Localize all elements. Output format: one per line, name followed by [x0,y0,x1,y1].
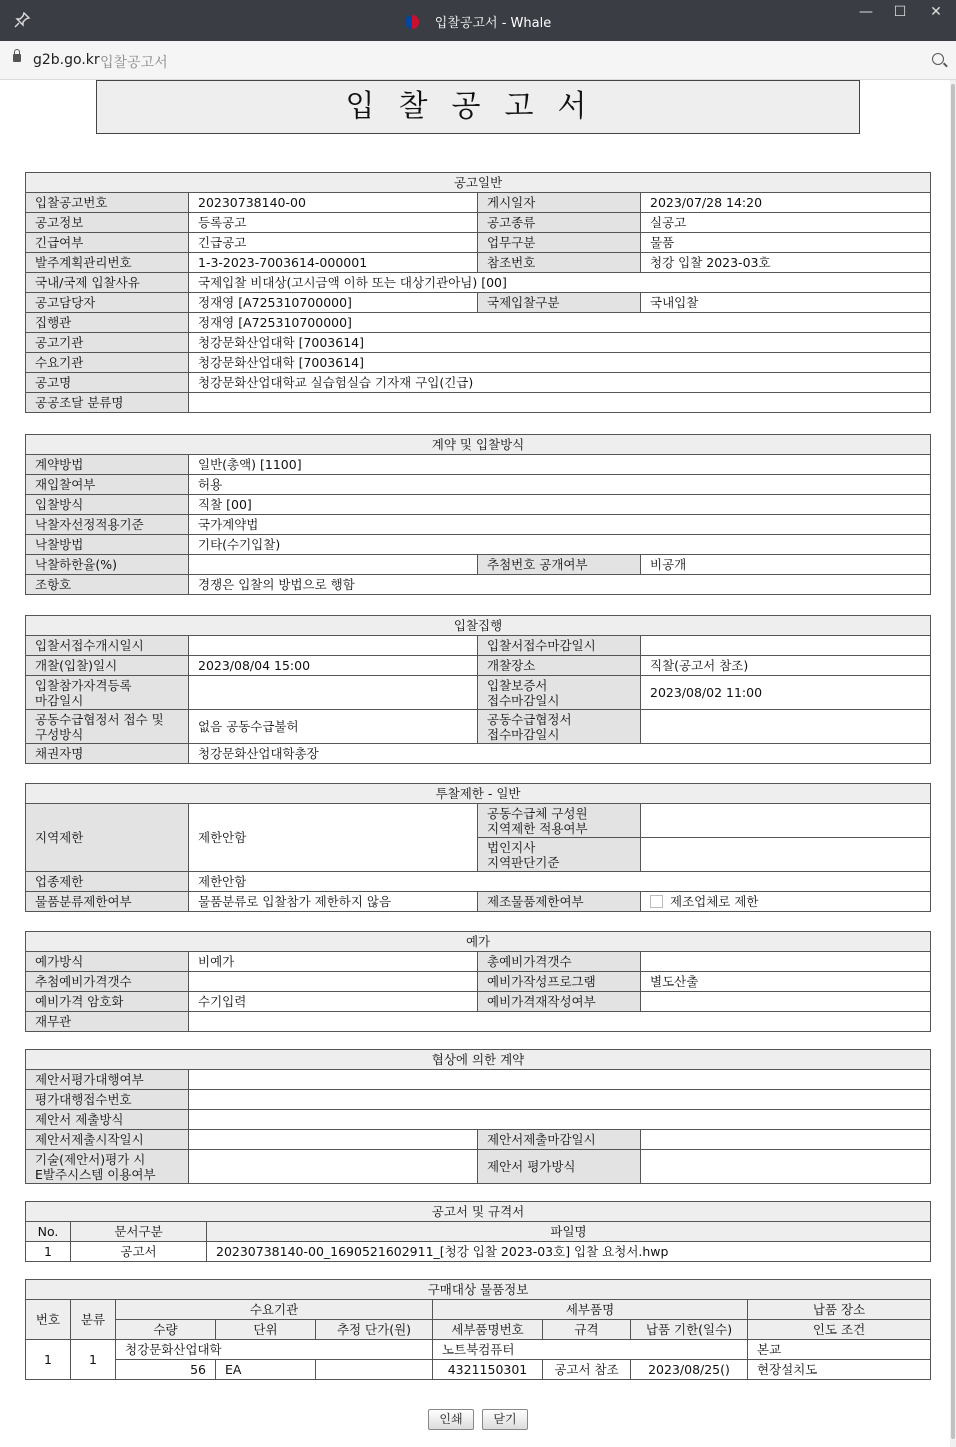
value: 실공고 [641,213,931,233]
label-line: 접수마감일시 [487,692,560,708]
value: 경쟁은 입찰의 방법으로 행함 [189,575,931,595]
value [641,636,931,656]
value: 물품분류로 입찰참가 제한하지 않음 [189,892,478,912]
goods-class: 1 [71,1340,116,1380]
label: 국내/국제 입찰사유 [26,273,189,293]
goods-place: 본교 [748,1340,931,1360]
label: 제안서제출시작일시 [26,1130,189,1150]
value [189,1110,931,1130]
general-table [25,172,931,413]
value [189,1090,931,1110]
label: 예비가작성프로그램 [478,972,641,992]
print-button[interactable]: 인쇄 [428,1409,474,1430]
label: 발주계획관리번호 [26,253,189,273]
section-header: 계약 및 입찰방식 [26,435,931,455]
value [189,1012,931,1032]
label: 채권자명 [26,744,189,764]
value: 별도산출 [641,972,931,992]
restriction-table [25,783,931,912]
label-line: E발주시스템 이용여부 [35,1166,156,1182]
value: 허용 [189,475,931,495]
label: 예비가격재작성여부 [478,992,641,1012]
label: 수요기관 [26,353,189,373]
label: 계약방법 [26,455,189,475]
value: 청강문화산업대학총장 [189,744,931,764]
value: 2023/08/02 11:00 [641,676,931,710]
file-name-link[interactable]: 20230738140-00_1690521602911_[청강 입찰 2023-03호] 입찰 요청서.hwp [207,1242,931,1262]
label: 입찰방식 [26,495,189,515]
label [478,804,641,838]
label: 긴급여부 [26,233,189,253]
table-row [26,1242,931,1262]
value: 청강문화산업대학 [7003614] [189,333,931,353]
value [641,992,931,1012]
column-header: 세부품명번호 [433,1320,543,1340]
lock-icon [13,54,21,62]
label: 예가방식 [26,952,189,972]
value: 없음 공동수급불허 [189,710,478,744]
negotiation-table [25,1049,931,1184]
label-line: 공동수급협정서 접수 및 [35,711,164,727]
page-content [0,80,950,1447]
value [641,1130,931,1150]
column-header: 납품 기한(일수) [631,1320,748,1340]
window-title [0,12,956,31]
value: 20230738140-00 [189,193,478,213]
value: 기타(수기입찰) [189,535,931,555]
column-header: 수요기관 [116,1300,433,1320]
label: 국제입찰구분 [478,293,641,313]
column-header: 단위 [216,1320,316,1340]
label: 지역제한 [26,804,189,872]
minimize-button[interactable]: — [859,4,873,20]
goods-unit: EA [216,1360,316,1380]
label-line: 지역판단기준 [487,854,560,870]
section-header: 입찰집행 [26,616,931,636]
value [189,1070,931,1090]
label: 재입찰여부 [26,475,189,495]
label: 제안서 평가방식 [478,1150,641,1184]
label-line: 구성방식 [35,726,84,742]
label: 공고기관 [26,333,189,353]
value: 청강 입찰 2023-03호 [641,253,931,273]
label: 참조번호 [478,253,641,273]
label: 제조물품제한여부 [478,892,641,912]
label: 재무관 [26,1012,189,1032]
value: 청강문화산업대학 [7003614] [189,353,931,373]
value [641,710,931,744]
table-row [26,1360,931,1380]
address-page-title: 입찰공고서 [100,55,168,71]
value: 정재영 [A725310700000] [189,313,931,333]
zoom-icon[interactable] [932,53,944,65]
value: 국제입찰 비대상(고시금액 이하 또는 대상기관아님) [00] [189,273,931,293]
address-bar[interactable] [0,41,956,80]
value: 국가계약법 [189,515,931,535]
window-titlebar [0,0,956,41]
label: 낙찰자선정적용기준 [26,515,189,535]
value: 등록공고 [189,213,478,233]
section-header: 공고일반 [26,173,931,193]
maximize-button[interactable]: ☐ [893,4,907,20]
scrollbar-thumb[interactable] [951,84,955,1439]
column-header: 추정 단가(원) [316,1320,433,1340]
label [26,710,189,744]
label [478,838,641,872]
value: 2023/08/04 15:00 [189,656,478,676]
value: 물품 [641,233,931,253]
value: 수기입력 [189,992,478,1012]
maker-restriction-cell [641,892,931,912]
table-row [26,1340,931,1360]
value [641,952,931,972]
label: 제안서 제출방식 [26,1110,189,1130]
label: 물품분류제한여부 [26,892,189,912]
value [641,838,931,872]
label: 평가대행접수번호 [26,1090,189,1110]
label: 낙찰방법 [26,535,189,555]
goods-qty: 56 [116,1360,216,1380]
execution-table [25,615,931,764]
goods-demand: 청강문화산업대학 [116,1340,433,1360]
value [641,1150,931,1184]
label: 공고종류 [478,213,641,233]
file-no: 1 [26,1242,71,1262]
label: 공고담당자 [26,293,189,313]
column-header: 인도 조건 [748,1320,931,1340]
close-window-button[interactable]: ✕ [930,4,942,20]
value: 직찰 [00] [189,495,931,515]
value: 비공개 [641,555,931,575]
column-header: 번호 [26,1300,71,1340]
label: 입찰공고번호 [26,193,189,213]
label: 낙찰하한율(%) [26,555,189,575]
label-line: 지역제한 적용여부 [487,820,588,836]
label-line: 공동수급협정서 [487,711,572,727]
label-line: 법인지사 [487,839,536,855]
column-header: 분류 [71,1300,116,1340]
section-header: 구매대상 물품정보 [26,1280,931,1300]
label: 업무구분 [478,233,641,253]
label-line: 입찰보증서 [487,677,548,693]
value: 2023/07/28 14:20 [641,193,931,213]
label [26,676,189,710]
value: 1-3-2023-7003614-000001 [189,253,478,273]
goods-spec: 공고서 참조 [543,1360,631,1380]
value: 국내입찰 [641,293,931,313]
label: 제안서평가대행여부 [26,1070,189,1090]
column-header: 세부품명 [433,1300,748,1320]
label: 공공조달 분류명 [26,393,189,413]
label-line: 마감일시 [35,692,84,708]
value: 제한안함 [189,872,931,892]
label-line: 입찰참가자격등록 [35,677,132,693]
column-header: 규격 [543,1320,631,1340]
label-line: 접수마감일시 [487,726,560,742]
value [641,804,931,838]
label-line: 공동수급체 구성원 [487,805,588,821]
value: 제조업체로 제한 [670,894,759,909]
label: 조항호 [26,575,189,595]
label: 총예비가격갯수 [478,952,641,972]
goods-no: 1 [26,1340,71,1380]
column-header: 수량 [116,1320,216,1340]
value: 정재영 [A725310700000] [189,293,478,313]
label: 입찰서접수개시일시 [26,636,189,656]
value [189,676,478,710]
window-title-text: 입찰공고서 - Whale [434,16,552,31]
label [26,1150,189,1184]
label [478,710,641,744]
label: 개찰(입찰)일시 [26,656,189,676]
value: 긴급공고 [189,233,478,253]
goods-deadline: 2023/08/25() [631,1360,748,1380]
column-header: 납품 장소 [748,1300,931,1320]
label: 게시일자 [478,193,641,213]
value: 비예가 [189,952,478,972]
goods-item: 노트북컴퓨터 [433,1340,748,1360]
value [189,972,478,992]
doc-title: 입찰공고서 [96,80,860,134]
column-header: No. [26,1222,71,1242]
label: 추첨예비가격갯수 [26,972,189,992]
column-header: 문서구분 [71,1222,207,1242]
label: 공고명 [26,373,189,393]
column-header: 파일명 [207,1222,931,1242]
value [189,636,478,656]
section-header: 투찰제한 - 일반 [26,784,931,804]
files-table [25,1201,931,1262]
price-table [25,931,931,1032]
value [189,555,478,575]
value [189,393,931,413]
whale-logo-icon [405,15,419,29]
label: 공고정보 [26,213,189,233]
label: 추첨번호 공개여부 [478,555,641,575]
value [189,1130,478,1150]
label: 집행관 [26,313,189,333]
goods-table [25,1279,931,1380]
section-header: 협상에 의한 계약 [26,1050,931,1070]
label: 예비가격 암호화 [26,992,189,1012]
label: 개찰장소 [478,656,641,676]
section-header: 공고서 및 규격서 [26,1202,931,1222]
goods-item-no: 4321150301 [433,1360,543,1380]
label-line: 기술(제안서)평가 시 [35,1151,146,1167]
section-header: 예가 [26,932,931,952]
value: 청강문화산업대학교 실습험실습 기자재 구입(긴급) [189,373,931,393]
label: 제안서제출마감일시 [478,1130,641,1150]
value [189,1150,478,1184]
close-button[interactable]: 닫기 [482,1409,528,1430]
label: 업종제한 [26,872,189,892]
value: 일반(총액) [1100] [189,455,931,475]
label: 입찰서접수마감일시 [478,636,641,656]
goods-est-price [316,1360,433,1380]
file-type: 공고서 [71,1242,207,1262]
value: 제한안함 [189,804,478,872]
value: 직찰(공고서 참조) [641,656,931,676]
label [478,676,641,710]
maker-restriction-checkbox[interactable] [650,895,663,908]
address-host: g2b.go.kr [33,52,100,68]
goods-terms: 현장설치도 [748,1360,931,1380]
contract-table [25,434,931,595]
